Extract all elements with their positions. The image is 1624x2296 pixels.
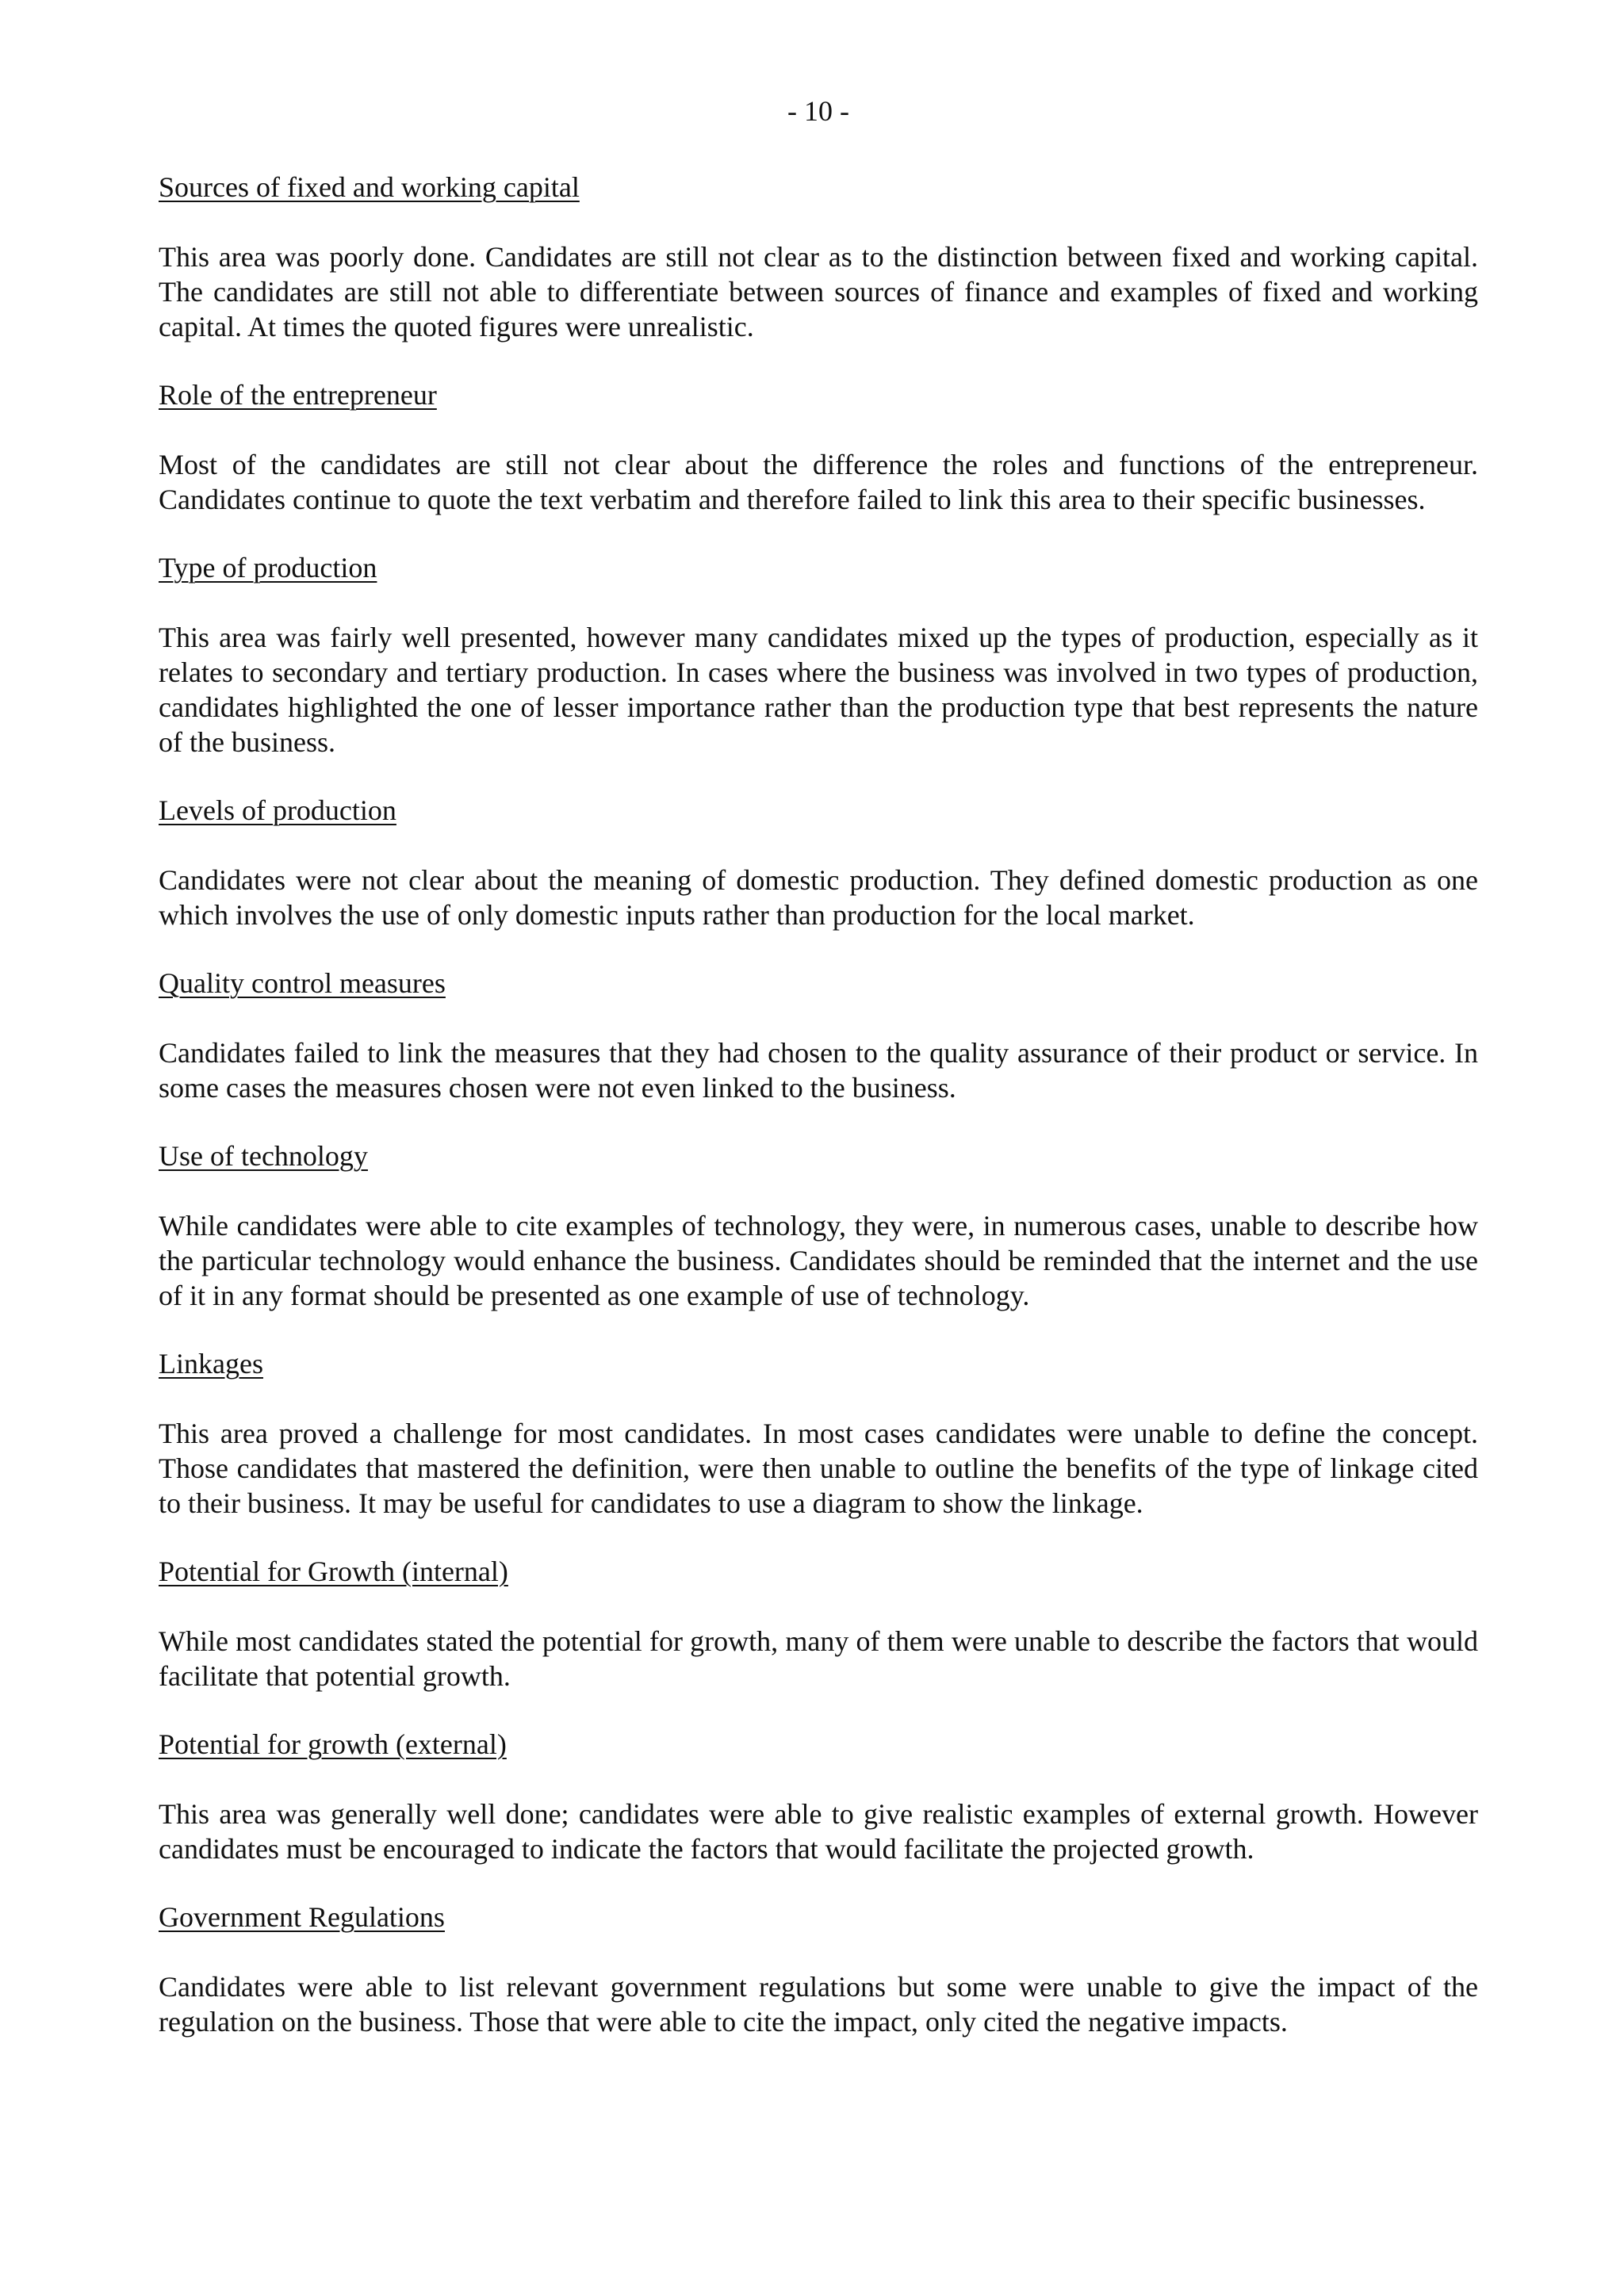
- section-heading: Linkages: [159, 1348, 263, 1380]
- section-growth-internal: [159, 1554, 1478, 1693]
- section-heading: Levels of production: [159, 794, 396, 826]
- section-heading: Quality control measures: [159, 967, 446, 999]
- section-heading: Potential for growth (external): [159, 1728, 507, 1760]
- section-paragraph: Candidates failed to link the measures that they had chosen to the quality assurance of their product or service. In some cases the measures chosen were not even linked to the business.: [159, 1037, 1478, 1104]
- section-quality-control: [159, 966, 1478, 1105]
- section-paragraph: Candidates were able to list relevant government regulations but some were unable to give the impact of the regulation on the business. Those that were able to cite the impact, only cited the negative impacts.: [159, 1971, 1478, 2038]
- section-heading: Sources of fixed and working capital: [159, 171, 580, 203]
- section-paragraph: While most candidates stated the potential for growth, many of them were unable to describe the factors that would facilitate that potential growth.: [159, 1625, 1478, 1692]
- section-levels-of-production: [159, 793, 1478, 932]
- section-role-of-entrepreneur: [159, 377, 1478, 517]
- section-type-of-production: [159, 550, 1478, 760]
- section-paragraph: While candidates were able to cite examples of technology, they were, in numerous cases, unable to describe how the particular technology would enhance the business. Candidates should be reminded that the internet and the use of it in any format should be presented as one example of use of technology.: [159, 1210, 1478, 1311]
- section-heading: Use of technology: [159, 1140, 368, 1172]
- section-heading: Role of the entrepreneur: [159, 379, 437, 411]
- section-use-of-technology: [159, 1138, 1478, 1313]
- section-growth-external: [159, 1727, 1478, 1866]
- section-sources-of-capital: [159, 170, 1478, 344]
- section-linkages: [159, 1346, 1478, 1521]
- section-paragraph: This area was fairly well presented, however many candidates mixed up the types of production, especially as it relates to secondary and tertiary production. In cases where the business was involved in two types of production, candidates highlighted the one of lesser importance rather than the production type that best represents the nature of the business.: [159, 622, 1478, 758]
- page-number: - 10 -: [787, 95, 849, 127]
- section-heading: Type of production: [159, 552, 377, 584]
- section-paragraph: This area was generally well done; candidates were able to give realistic examples of external growth. However candidates must be encouraged to indicate the factors that would facilitate the projected growth.: [159, 1798, 1478, 1865]
- section-heading: Potential for Growth (internal): [159, 1556, 508, 1587]
- section-government-regulations: [159, 1900, 1478, 2039]
- section-heading: Government Regulations: [159, 1901, 445, 1933]
- section-paragraph: This area proved a challenge for most candidates. In most cases candidates were unable to define the concept. Those candidates that mastered the definition, were then unable to outline the benefits of the type of linkage cited to their business. It may be useful for candidates to use a diagram to show the linkage.: [159, 1418, 1478, 1519]
- section-paragraph: Most of the candidates are still not clear about the difference the roles and functions of the entrepreneur. Candidates continue to quote the text verbatim and therefore failed to link this area to their specific businesses.: [159, 449, 1478, 515]
- section-paragraph: This area was poorly done. Candidates are still not clear as to the distinction between fixed and working capital. The candidates are still not able to differentiate between sources of finance and examples of fixed and working capital. At times the quoted figures were unrealistic.: [159, 241, 1478, 342]
- section-paragraph: Candidates were not clear about the meaning of domestic production. They defined domestic production as one which involves the use of only domestic inputs rather than production for the local market.: [159, 864, 1478, 931]
